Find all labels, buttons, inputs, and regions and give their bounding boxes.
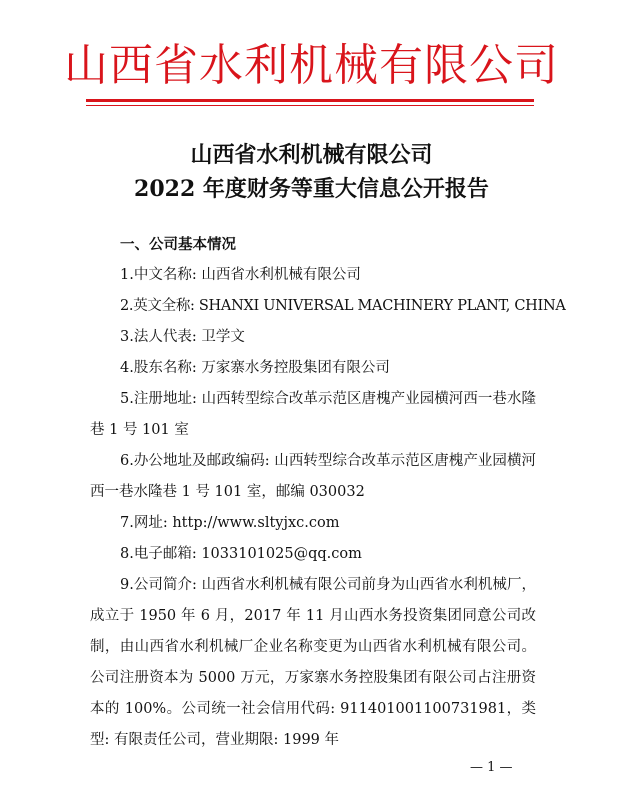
page-number: — 1 — [470, 760, 513, 775]
section-heading: 一、公司基本情况 [120, 236, 236, 253]
masthead-rule-thick [86, 99, 534, 102]
item-shareholder: 4.股东名称: 万家寨水务控股集团有限公司 [120, 360, 390, 376]
item-registered-address: 5.注册地址: 山西转型综合改革示范区唐槐产业园横河西一巷水隆巷 1 号 101 室 [90, 391, 536, 438]
document-title-line1: 山西省水利机械有限公司 [190, 142, 433, 168]
document-body [90, 229, 566, 756]
masthead-rule-thin [86, 105, 534, 106]
item-website: 7.网址: http://www.sltyjxc.com [120, 515, 340, 531]
item-legal-representative: 3.法人代表: 卫学文 [120, 329, 245, 345]
item-chinese-name: 1.中文名称: 山西省水利机械有限公司 [120, 267, 361, 283]
item-office-address: 6.办公地址及邮政编码: 山西转型综合改革示范区唐槐产业园横河西一巷水隆巷 1 号 101 室，邮编 030032 [90, 453, 536, 500]
masthead-title: 山西省水利机械有限公司 [64, 40, 559, 91]
item-english-name: 2.英文全称: SHANXI UNIVERSAL MACHINERY PLANT, CHINA [120, 298, 566, 314]
item-email: 8.电子邮箱: 1033101025@qq.com [120, 546, 362, 562]
document-title-line2: 2022 年度财务等重大信息公开报告 [134, 176, 489, 202]
item-company-profile: 9.公司简介: 山西省水利机械有限公司前身为山西省水利机械厂，成立于 1950 年 6 月，2017 年 11 月山西水务投资集团同意公司改制，由山西省水利机械厂企业名称变更为山西省水利机械有限公司。公司注册资本为 5000 万元，万家寨水务控股集团有限公司占注册资本的 100%。公司统一社会信用代码: 911401001100731981，类型: 有限责任公司，营业期限: 1999 年 [90, 577, 536, 748]
